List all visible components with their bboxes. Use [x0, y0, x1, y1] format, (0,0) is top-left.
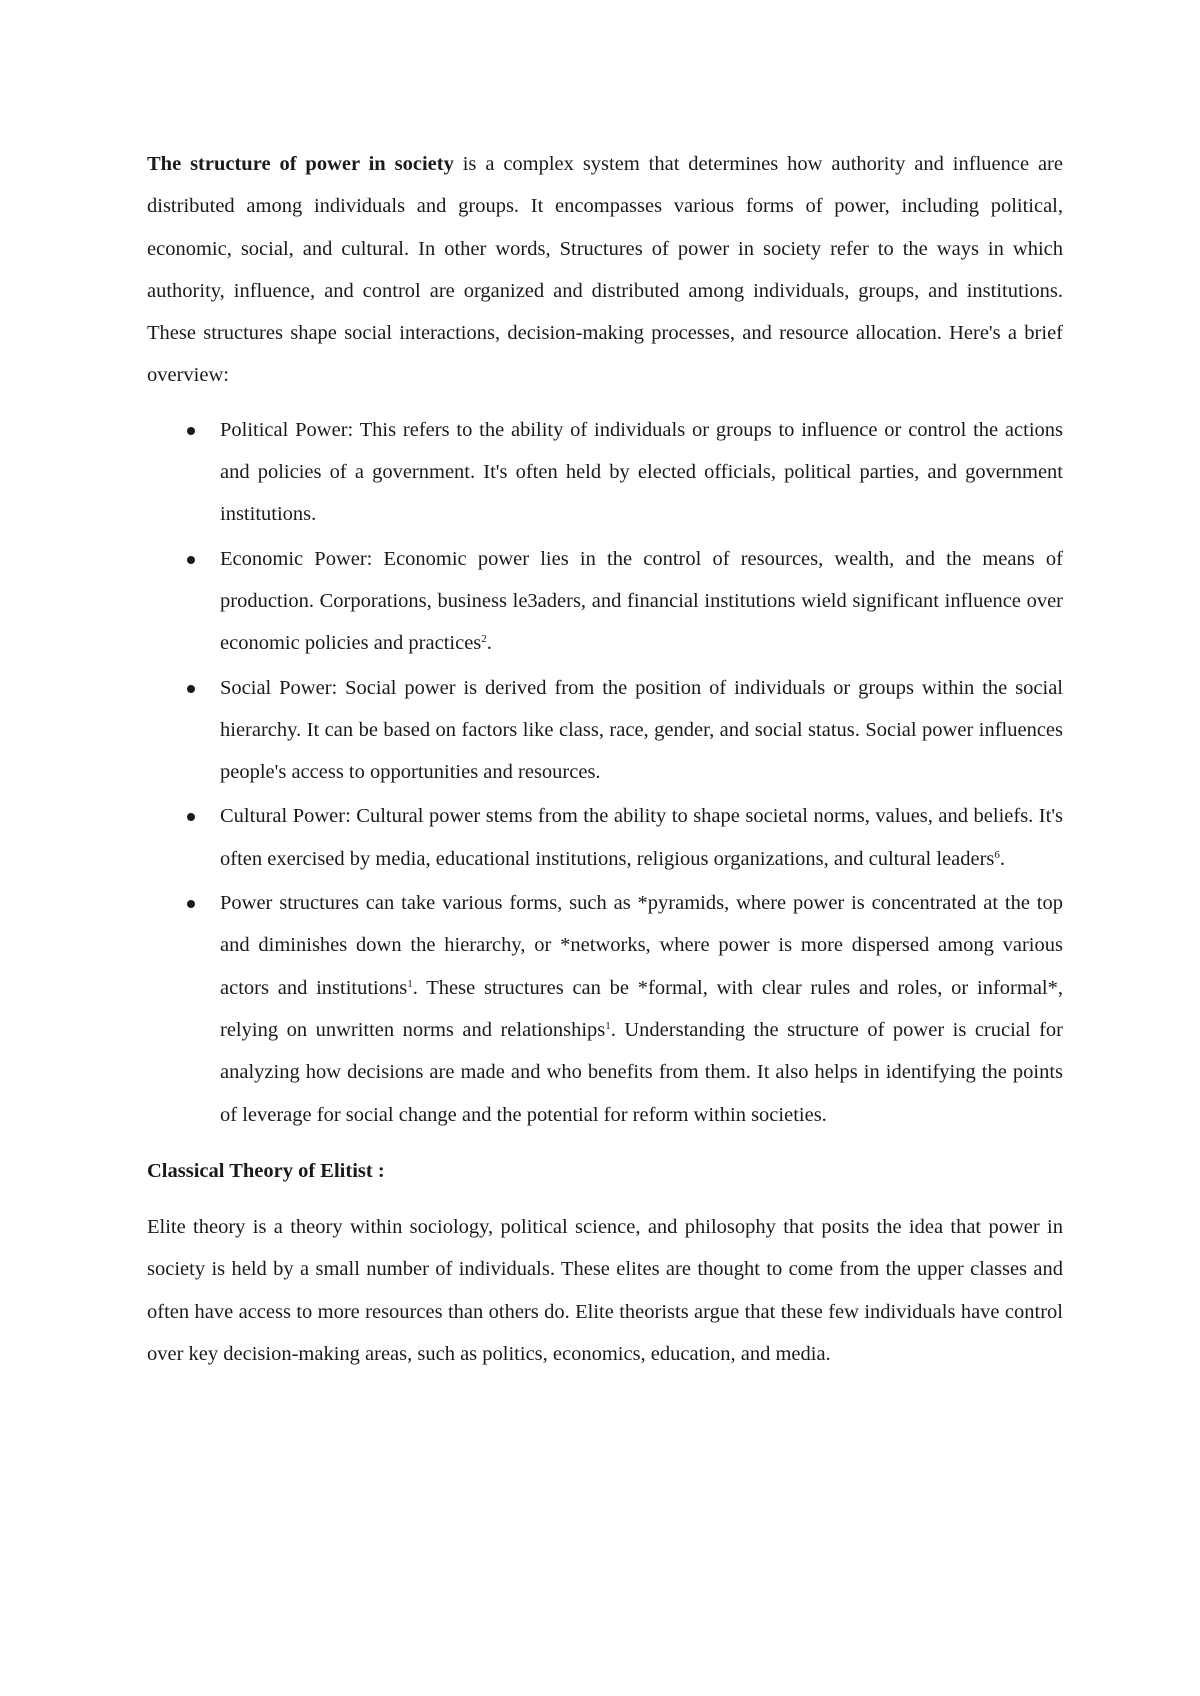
intro-bold-lead: The structure of power in society	[147, 153, 454, 175]
list-item-text-part3: . Understanding the structure of power is crucial for analyzing how decisions are made and who benefits from them. It also helps in identifying the points of leverage for social change and the potential for reform within societies.	[220, 1018, 1063, 1126]
bullet-icon	[187, 813, 195, 821]
list-item-economic-power	[147, 538, 1063, 665]
elite-theory-paragraph: Elite theory is a theory within sociology, political science, and philosophy that posits the idea that power in society is held by a small number of individuals. These elites are thought to come from the upper classes and often have access to more resources than others do. Elite theorists argue that these few individuals have control over key decision-making areas, such as politics, economics, education, and media.	[147, 1216, 1063, 1366]
footnote-ref: 6	[994, 848, 1000, 861]
list-item-text: Political Power: This refers to the ability of individuals or groups to influence or control the actions and policies of a government. It's often held by elected officials, political parties, and government institutions.	[220, 418, 1063, 526]
list-item-text: Social Power: Social power is derived from the position of individuals or groups within the social hierarchy. It can be based on factors like class, race, gender, and social status. Social power influences people's access to opportunities and resources.	[220, 676, 1063, 784]
list-item-tail: .	[486, 632, 492, 655]
footnote-ref: 1	[605, 1019, 611, 1032]
list-item-cultural-power	[147, 795, 1063, 880]
list-item-power-structures	[147, 882, 1063, 1136]
bullet-icon	[187, 427, 195, 435]
list-item-political-power	[147, 409, 1063, 536]
footnote-ref: 1	[407, 977, 413, 990]
list-item-social-power	[147, 667, 1063, 794]
intro-text: is a complex system that determines how authority and influence are distributed among individuals and groups. It encompasses various forms of power, including political, economic, social, and cultural. In other words, Structures of power in society refer to the ways in which authority, influence, and control are organized and distributed among individuals, groups, and institutions. These structures shape social interactions, decision-making processes, and resource allocation. Here's a brief overview:	[147, 153, 1063, 387]
bullet-icon	[187, 556, 195, 564]
intro-paragraph	[147, 143, 1063, 397]
section-heading: Classical Theory of Elitist :	[147, 1159, 385, 1182]
list-item-tail: .	[999, 847, 1006, 870]
list-item-text: Cultural Power: Cultural power stems from the ability to shape societal norms, values, and beliefs. It's often exercised by media, educational institutions, religious organizations, and cultural leaders	[220, 805, 1063, 870]
bullet-icon	[187, 900, 195, 908]
list-item-text-part2: . These structures can be *formal, with clear rules and roles, or informal*, relying on unwritten norms and relationships	[220, 976, 1063, 1041]
footnote-ref: 2	[481, 633, 487, 646]
list-item-text: Economic Power: Economic power lies in the control of resources, wealth, and the means of production. Corporations, business le3aders, and financial institutions wield significant influence over economic policies and practices	[220, 547, 1063, 655]
document-body	[147, 143, 1063, 1375]
bullet-icon	[187, 685, 195, 693]
list-item-text-part1: Power structures can take various forms, such as *pyramids, where power is concentrated at the top and diminishes down the hierarchy, or *networks, where power is more dispersed among various actors and institutions	[220, 892, 1063, 999]
power-types-list	[147, 409, 1063, 1136]
